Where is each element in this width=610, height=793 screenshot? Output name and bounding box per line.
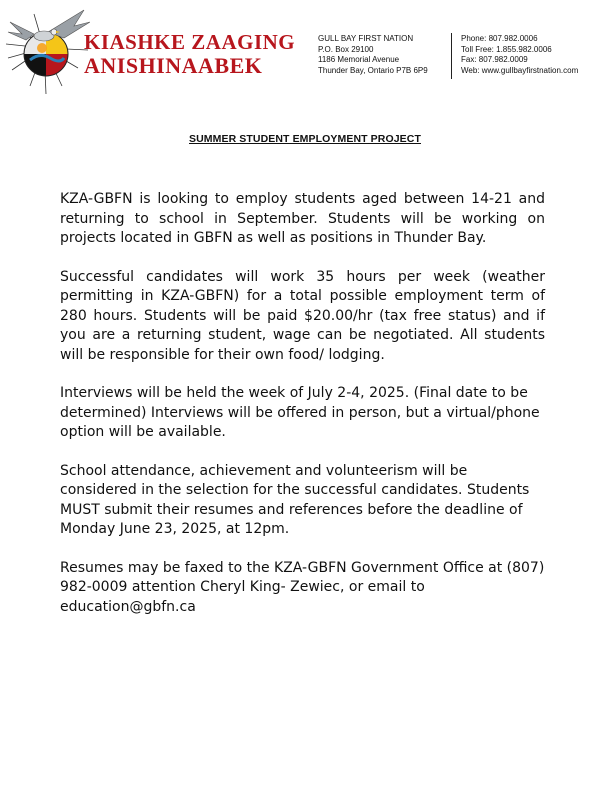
- website-link[interactable]: Web: www.gullbayfirstnation.com: [461, 65, 579, 75]
- address-line: P.O. Box 29100: [318, 44, 374, 54]
- mailing-address: [318, 34, 428, 76]
- letterhead: [0, 0, 610, 100]
- org-name-line2: ANISHINAABEK: [84, 53, 263, 78]
- document-title: SUMMER STUDENT EMPLOYMENT PROJECT: [189, 133, 421, 145]
- paragraph-interviews: Interviews will be held the week of July 2-4, 2025. (Final date to be determined) Interviews will be offered in person, but a virtual/phone option will be available.: [60, 385, 540, 440]
- org-name-line1: KIASHKE ZAAGING: [84, 30, 296, 54]
- paragraph-intro: KZA-GBFN is looking to employ students aged between 14-21 and returning to school in September. Students will be working on projects located in GBFN as well as positions in Thunder Bay.: [60, 191, 545, 246]
- paragraph-submission: Resumes may be faxed to the KZA-GBFN Government Office at (807) 982-0009 attention Cheryl King- Zewiec, or email to education@gbfn.ca: [60, 559, 545, 615]
- document-body: [60, 190, 545, 636]
- paragraph-selection-deadline: School attendance, achievement and volunteerism will be considered in the selection for the successful candidates. Students MUST submit their resumes and references before the deadline of Monday June 23, 2025, at 12pm.: [60, 462, 530, 537]
- organization-name: [84, 30, 295, 78]
- toll-free-line: Toll Free: 1.855.982.0006: [461, 44, 552, 54]
- address-line: 1186 Memorial Avenue: [318, 55, 400, 64]
- address-line: GULL BAY FIRST NATION: [318, 34, 414, 43]
- medicine-wheel-eagle-logo: [4, 4, 90, 94]
- fax-line: Fax: 807.982.0009: [461, 55, 528, 64]
- phone-line: Phone: 807.982.0006: [461, 34, 538, 43]
- paragraph-hours-wage: Successful candidates will work 35 hours per week (weather permitting in KZA-GBFN) for a total possible employment term of 280 hours. Students will be paid $20.00/hr (tax free status) and if you are a returning student, wage can be negotiated. All students will be responsible for their own food/ lodging.: [60, 268, 545, 363]
- address-line: Thunder Bay, Ontario P7B 6P9: [318, 65, 428, 75]
- header-divider: [451, 33, 452, 79]
- contact-info: [461, 34, 578, 76]
